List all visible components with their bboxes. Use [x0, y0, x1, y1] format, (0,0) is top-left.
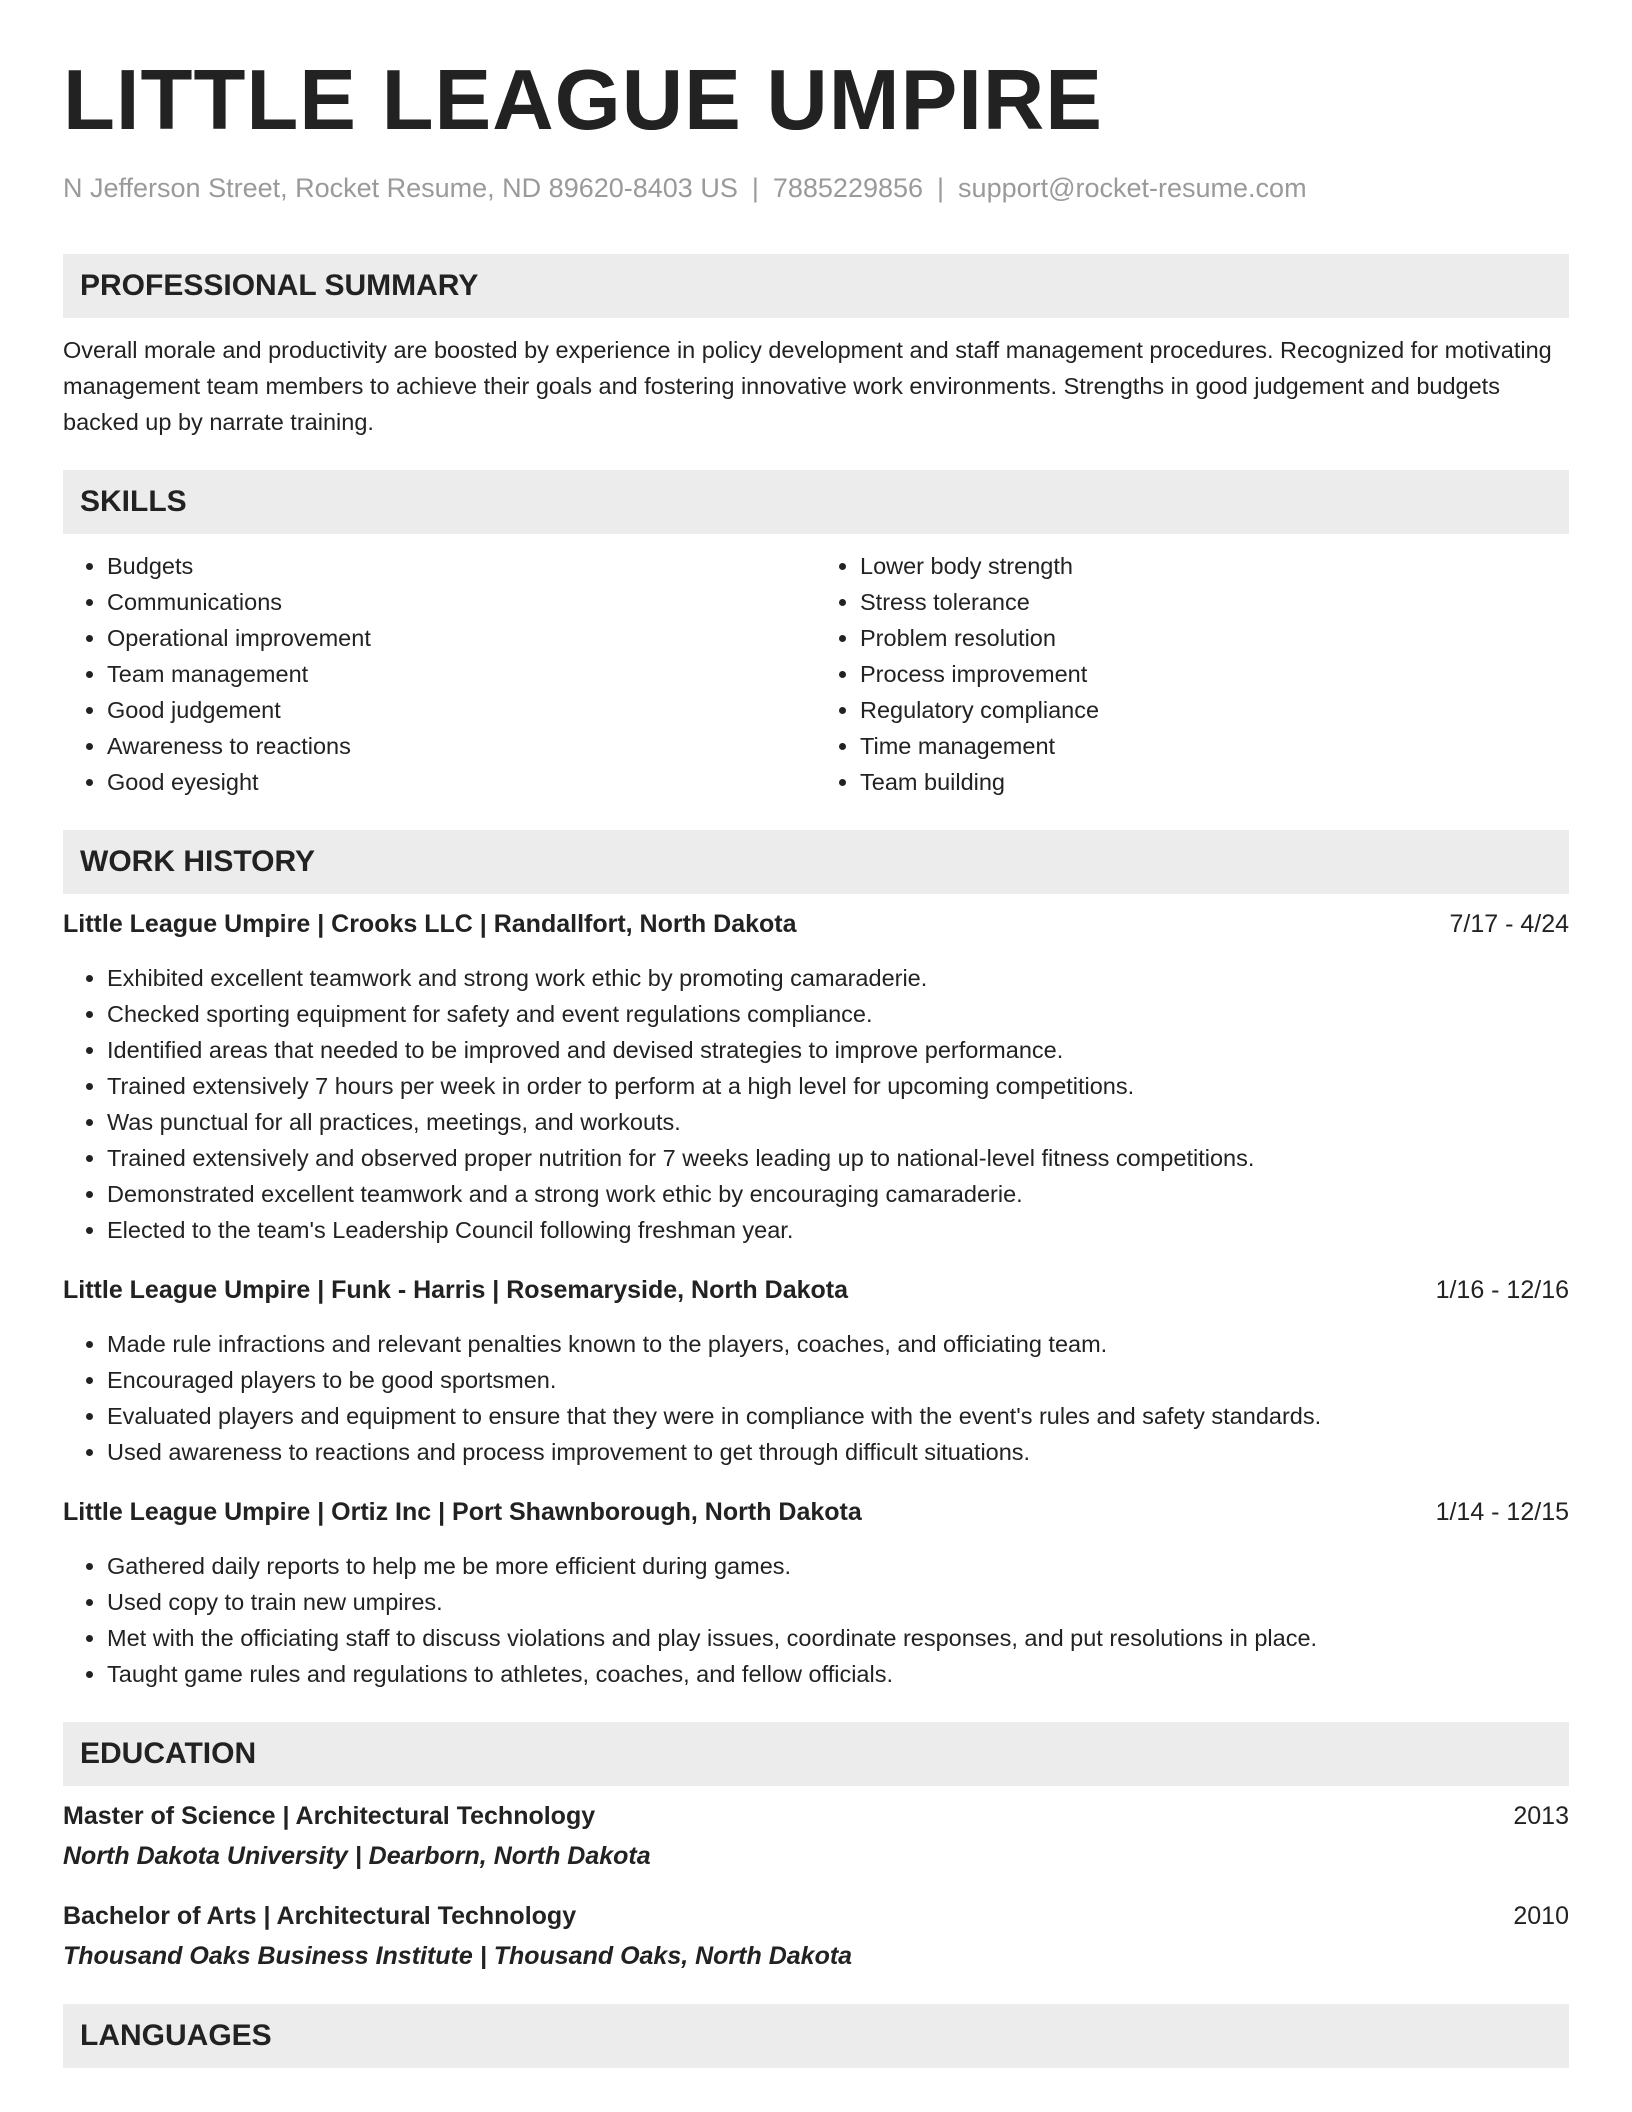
- skills-columns: [63, 548, 1569, 800]
- education-header: [63, 1898, 1569, 1934]
- contact-line: [63, 172, 1569, 204]
- skill-item: • Good eyesight: [107, 764, 816, 800]
- languages-heading: LANGUAGES: [63, 2004, 1569, 2068]
- skill-item: • Budgets: [107, 548, 816, 584]
- skill-item: • Time management: [860, 728, 1569, 764]
- degree-title: Master of Science | Architectural Technology: [63, 1802, 596, 1831]
- job-bullet: • Identified areas that needed to be improved and devised strategies to improve performance.: [107, 1032, 1569, 1068]
- job-bullet: • Taught game rules and regulations to athletes, coaches, and fellow officials.: [107, 1656, 1569, 1692]
- skill-item: • Team management: [107, 656, 816, 692]
- skill-item: • Awareness to reactions: [107, 728, 816, 764]
- job-title: Little League Umpire | Crooks LLC | Randallfort, North Dakota: [63, 910, 797, 939]
- skills-section: [63, 470, 1569, 800]
- education-heading: EDUCATION: [63, 1722, 1569, 1786]
- job-entry: [63, 1494, 1569, 1692]
- job-bullets: [63, 960, 1569, 1248]
- skill-item: • Regulatory compliance: [860, 692, 1569, 728]
- skill-item: • Stress tolerance: [860, 584, 1569, 620]
- education-section: [63, 1722, 1569, 1974]
- summary-text: Overall morale and productivity are boosted by experience in policy development and staff management procedures. Recognized for motivating management team members to achieve their goals and fostering innovative work environments. Strengths in good judgement and budgets backed up by narrate training.: [63, 337, 1552, 436]
- skill-item: • Good judgement: [107, 692, 816, 728]
- contact-email: support@rocket-resume.com: [958, 173, 1307, 203]
- job-date: 1/16 - 12/16: [1435, 1276, 1569, 1305]
- graduation-year: 2013: [1513, 1802, 1569, 1831]
- degree-title: Bachelor of Arts | Architectural Technology: [63, 1902, 577, 1931]
- job-date: 1/14 - 12/15: [1435, 1498, 1569, 1527]
- job-bullet: • Elected to the team's Leadership Council following freshman year.: [107, 1212, 1569, 1248]
- school-name: North Dakota University | Dearborn, North Dakota: [63, 1842, 651, 1871]
- skill-item: • Operational improvement: [107, 620, 816, 656]
- job-bullet: • Checked sporting equipment for safety and event regulations compliance.: [107, 996, 1569, 1032]
- job-bullet: • Was punctual for all practices, meetings, and workouts.: [107, 1104, 1569, 1140]
- job-bullet: • Demonstrated excellent teamwork and a strong work ethic by encouraging camaraderie.: [107, 1176, 1569, 1212]
- contact-separator: |: [751, 173, 759, 203]
- skill-item: • Problem resolution: [860, 620, 1569, 656]
- job-title: Little League Umpire | Ortiz Inc | Port Shawnborough, North Dakota: [63, 1498, 862, 1527]
- education-header: [63, 1798, 1569, 1834]
- work-history-section: [63, 830, 1569, 1692]
- skill-item: • Team building: [860, 764, 1569, 800]
- summary-section: [63, 254, 1569, 440]
- skill-item: • Process improvement: [860, 656, 1569, 692]
- skills-heading: SKILLS: [63, 470, 1569, 534]
- job-bullet: • Trained extensively 7 hours per week in order to perform at a high level for upcoming competitions.: [107, 1068, 1569, 1104]
- school-name: Thousand Oaks Business Institute | Thousand Oaks, North Dakota: [63, 1942, 853, 1971]
- job-title: Little League Umpire | Funk - Harris | Rosemaryside, North Dakota: [63, 1276, 849, 1305]
- job-bullet: • Trained extensively and observed proper nutrition for 7 weeks leading up to national-level fitness competitions.: [107, 1140, 1569, 1176]
- education-entry: [63, 1798, 1569, 1874]
- skill-item: • Lower body strength: [860, 548, 1569, 584]
- job-bullet: • Used awareness to reactions and process improvement to get through difficult situations.: [107, 1434, 1569, 1470]
- graduation-year: 2010: [1513, 1902, 1569, 1931]
- contact-separator: |: [937, 173, 945, 203]
- job-bullet: • Made rule infractions and relevant penalties known to the players, coaches, and officiating team.: [107, 1326, 1569, 1362]
- job-header: [63, 1494, 1569, 1530]
- job-bullet: • Met with the officiating staff to discuss violations and play issues, coordinate responses, and put resolutions in place.: [107, 1620, 1569, 1656]
- job-header: [63, 1272, 1569, 1308]
- job-bullet: • Gathered daily reports to help me be more efficient during games.: [107, 1548, 1569, 1584]
- job-entry: [63, 1272, 1569, 1470]
- job-header: [63, 906, 1569, 942]
- contact-phone: 7885229856: [772, 173, 924, 203]
- work-history-heading: WORK HISTORY: [63, 830, 1569, 894]
- job-bullets: [63, 1548, 1569, 1692]
- contact-address: N Jefferson Street, Rocket Resume, ND 89620-8403 US: [63, 173, 738, 203]
- skills-list-right: [816, 548, 1569, 800]
- education-entry: [63, 1898, 1569, 1974]
- summary-heading: PROFESSIONAL SUMMARY: [63, 254, 1569, 318]
- job-bullets: [63, 1326, 1569, 1470]
- job-entry: [63, 906, 1569, 1248]
- job-bullet: • Used copy to train new umpires.: [107, 1584, 1569, 1620]
- skill-item: • Communications: [107, 584, 816, 620]
- candidate-name: LITTLE LEAGUE UMPIRE: [63, 53, 1103, 148]
- skills-list-left: [63, 548, 816, 800]
- job-bullet: • Evaluated players and equipment to ensure that they were in compliance with the event's rules and safety standards.: [107, 1398, 1569, 1434]
- job-bullet: • Encouraged players to be good sportsmen.: [107, 1362, 1569, 1398]
- languages-section: [63, 2004, 1569, 2068]
- job-date: 7/17 - 4/24: [1449, 910, 1569, 939]
- job-bullet: • Exhibited excellent teamwork and strong work ethic by promoting camaraderie.: [107, 960, 1569, 996]
